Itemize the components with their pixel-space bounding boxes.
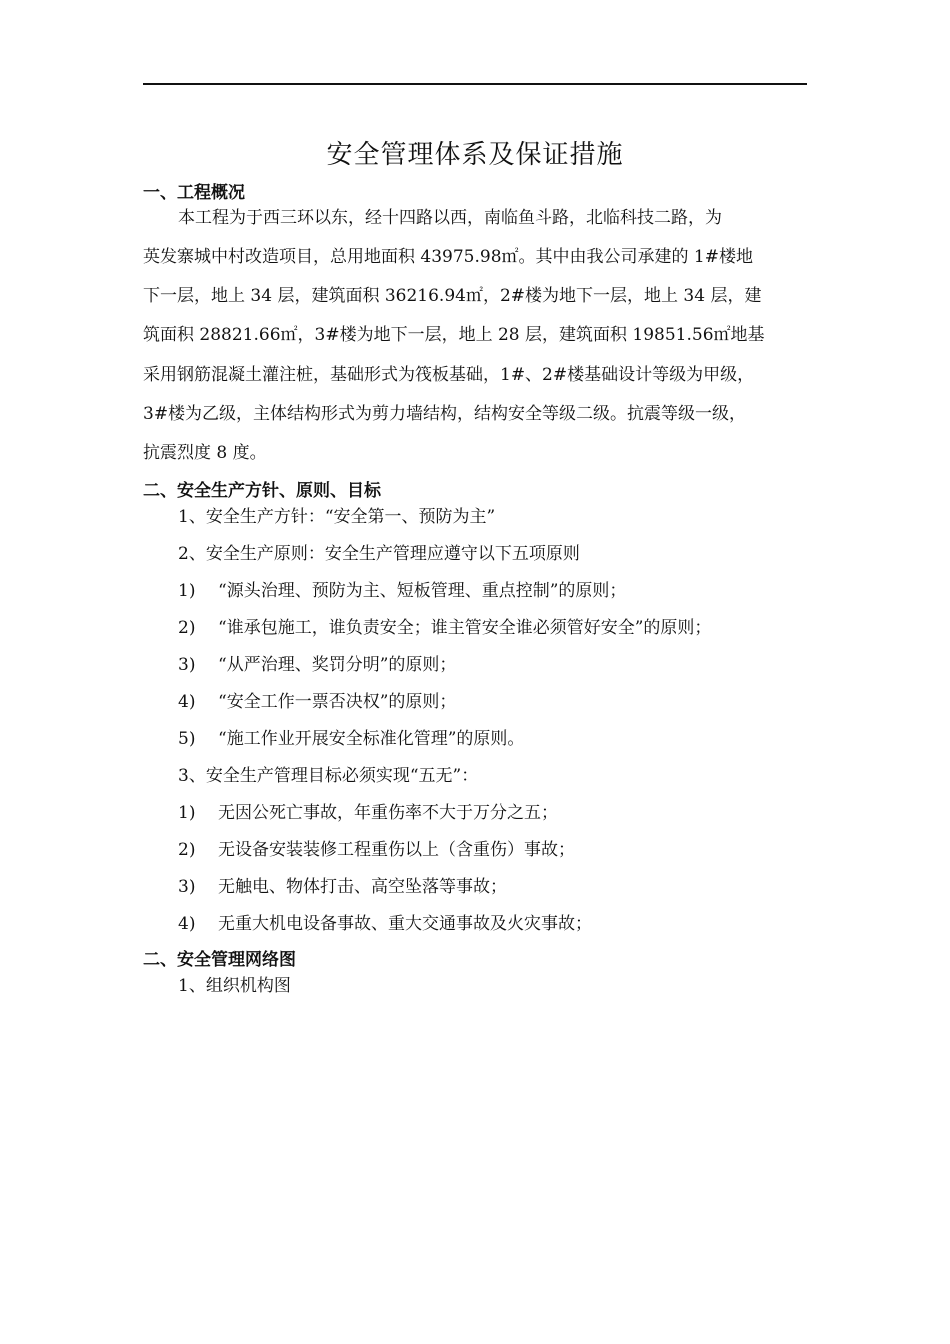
para-line: 下一层，地上 34 层，建筑面积 36216.94㎡，2#楼为地下一层，地上 34 层，建 (143, 286, 762, 306)
item-number: 2) (178, 840, 196, 860)
item-text: 无设备安装装修工程重伤以上（含重伤）事故； (218, 840, 575, 860)
goal-item (178, 838, 575, 862)
item-number: 3) (178, 655, 196, 675)
principle-item (178, 616, 711, 640)
item-text: 无重大机电设备事故、重大交通事故及火灾事故； (218, 914, 592, 934)
item-text: “谁承包施工，谁负责安全；谁主管安全谁必须管好安全”的原则； (218, 618, 712, 638)
principle-item (178, 727, 524, 751)
goal-intro: 3、安全生产管理目标必须实现“五无”： (178, 766, 479, 786)
org-chart-label: 1、组织机构图 (178, 976, 291, 996)
item-text: “从严治理、奖罚分明”的原则； (218, 655, 457, 675)
item-text: “源头治理、预防为主、短板管理、重点控制”的原则； (218, 581, 627, 601)
item-number: 3) (178, 877, 196, 897)
item-number: 2) (178, 618, 196, 638)
para-line: 3#楼为乙级，主体结构形式为剪力墙结构，结构安全等级二级。抗震等级一级， (143, 404, 747, 424)
goal-item (178, 912, 592, 936)
para-line: 英发寨城中村改造项目，总用地面积 43975.98㎡。其中由我公司承建的 1#楼地 (143, 247, 753, 267)
item-number: 4) (178, 914, 196, 934)
principle-item (178, 690, 456, 714)
principle-intro: 2、安全生产原则：安全生产管理应遵守以下五项原则 (178, 544, 580, 564)
section-heading-network: 二、安全管理网络图 (143, 950, 296, 970)
section-heading-policy: 二、安全生产方针、原则、目标 (143, 481, 381, 501)
goal-item (178, 801, 558, 825)
item-number: 1) (178, 581, 196, 601)
para-line: 筑面积 28821.66㎡，3#楼为地下一层，地上 28 层，建筑面积 19851.56㎡地基 (143, 325, 765, 345)
item-number: 1) (178, 803, 196, 823)
para-line: 抗震烈度 8 度。 (143, 443, 267, 463)
item-number: 5) (178, 729, 196, 749)
item-text: “施工作业开展安全标准化管理”的原则。 (218, 729, 525, 749)
item-number: 4) (178, 692, 196, 712)
goal-item (178, 875, 507, 899)
principle-item (178, 579, 626, 603)
item-text: 无因公死亡事故，年重伤率不大于万分之五； (218, 803, 558, 823)
item-text: 无触电、物体打击、高空坠落等事故； (218, 877, 507, 897)
policy-line: 1、安全生产方针：“安全第一、预防为主” (178, 507, 496, 527)
page-title: 安全管理体系及保证措施 (326, 140, 624, 170)
para-line: 本工程为于西三环以东，经十四路以西，南临鱼斗路，北临科技二路，为 (178, 208, 722, 228)
section-heading-overview: 一、工程概况 (143, 183, 245, 203)
para-line: 采用钢筋混凝土灌注桩，基础形式为筏板基础，1#、2#楼基础设计等级为甲级， (143, 365, 755, 385)
item-text: “安全工作一票否决权”的原则； (218, 692, 457, 712)
principle-item (178, 653, 456, 677)
header-rule (143, 83, 807, 85)
